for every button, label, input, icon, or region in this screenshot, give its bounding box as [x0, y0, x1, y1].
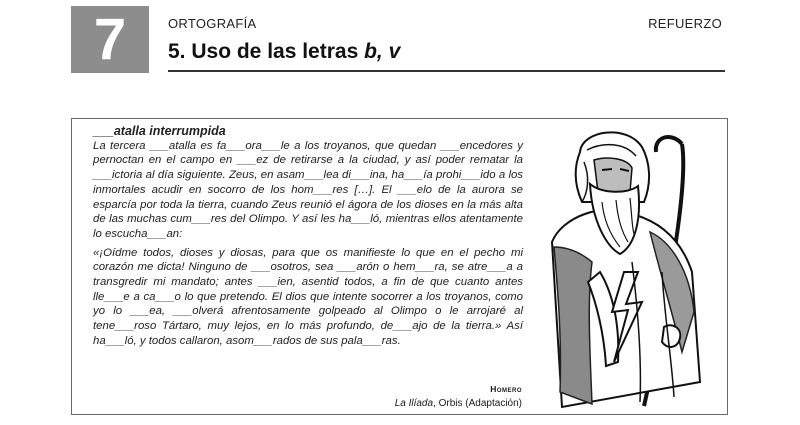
title-prefix: 5. Uso de las letras: [168, 40, 365, 63]
story-title: ___atalla interrumpida: [93, 124, 226, 138]
page-title: [168, 40, 400, 64]
author-name: Homero: [490, 384, 522, 394]
source-publisher: , Orbis (Adaptación): [433, 398, 522, 409]
section-label: ORTOGRAFÍA: [168, 16, 257, 31]
story-text: [93, 124, 523, 349]
story-paragraph-1: La tercera ___atalla es fa___ora___le a los troyanos, que quedan ___encedores y pernoctan en el campo en ___ez de retirarse a la ciudad, y así poder rematar la ___ictoria al día siguiente. Zeus, en asam___lea di___ina, ha___ía prohi___ido a los inmortales acudir en socorro de los hom___res […]. El ___elo de la aurora se esparcía por toda la tierra, cuando Zeus reunió el ágora de los dioses en la más alta de las muchas cum___res del Olimpo. Y así les ha___ló, mientras ellos atentamente lo escucha___an:: [93, 139, 523, 240]
unit-number-badge: 7: [71, 6, 149, 73]
level-label: REFUERZO: [648, 16, 722, 31]
zeus-illustration: [532, 122, 720, 410]
source-title: La Ilíada: [394, 398, 434, 409]
header-rule: [168, 70, 725, 72]
title-letters: b, v: [364, 40, 401, 63]
source-citation: [395, 398, 522, 409]
story-paragraph-2: «¡Oídme todos, dioses y diosas, para que os manifieste lo que en el pecho mi corazón me dicta! Ninguno de ___osotros, sea ___arón o hem___ra, se atre___a a transgredir mi mandato; antes ___ien, asentid todos, a fin de que cuanto antes lle___e a ca___o lo que pretendo. El dios que intente socorrer a los troyanos, como yo lo ___ea, ___olverá afrentosamente golpeado al Olimpo o le arrojaré al tene___roso Tártaro, muy lejos, en lo más profundo, de___ajo de la tierra.» Así ha___ló, y todos callaron, asom___rados de sus pala___ras.: [93, 246, 523, 347]
